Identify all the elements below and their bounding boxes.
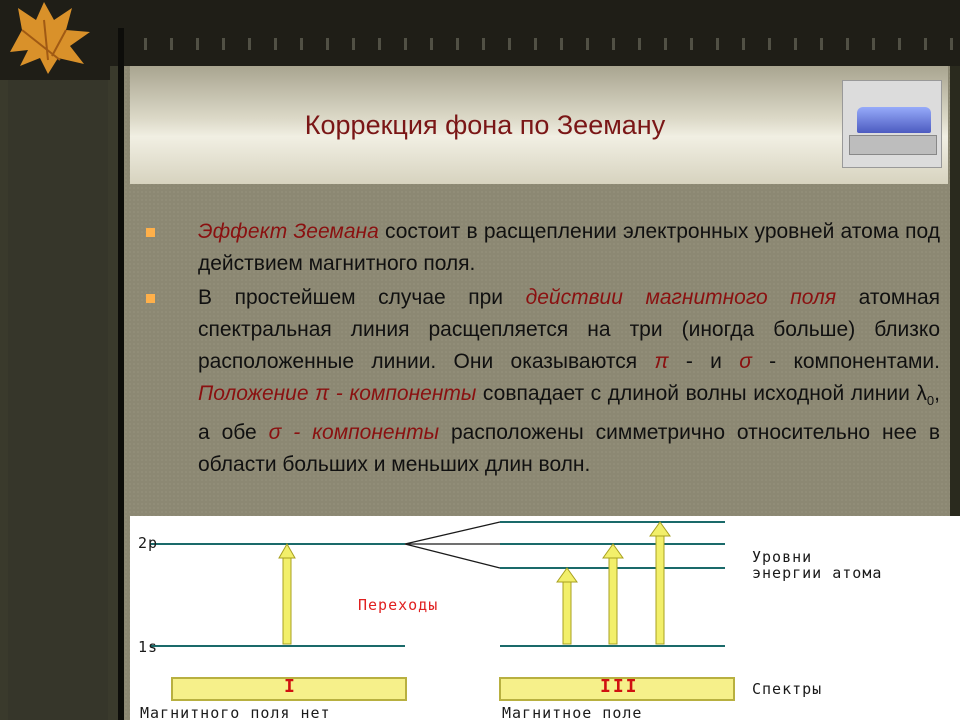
text-run: σ - компоненты: [268, 421, 440, 445]
diagram-graphics: [130, 516, 960, 720]
bullet-paragraph: [140, 216, 940, 280]
text-run: В простейшем случае при: [198, 286, 526, 309]
spectrum-lines-field: III: [600, 676, 639, 697]
slide-body: [140, 216, 940, 483]
autumn-leaf-icon: [0, 0, 110, 80]
energy-levels-label-line2: энергии атома: [752, 564, 883, 582]
text-run: - и: [668, 350, 740, 373]
burner-picture: [842, 80, 942, 168]
text-run: σ: [739, 350, 752, 373]
text-run: атомная спектральная линия расщепляется на три (иногда больше) близко расположенные линии. Они оказываются: [198, 286, 940, 373]
slide-title: Коррекция фона по Зееману: [304, 110, 666, 140]
level-2p-label: 2p: [138, 534, 159, 552]
text-run: действии магнитного поля: [525, 286, 837, 309]
spectra-label: Спектры: [752, 680, 823, 698]
top-band: [0, 0, 960, 66]
text-run: , а обе: [198, 382, 940, 445]
bullet-paragraph: [140, 282, 940, 481]
zeeman-diagram: [130, 516, 960, 720]
energy-levels-label-line1: Уровни: [752, 548, 813, 566]
text-run: состоит в расщеплении электронных уровней атома под действием магнитного поля.: [198, 220, 940, 275]
level-1s-label: 1s: [138, 638, 159, 656]
bullet-square-icon: [146, 294, 155, 303]
burner-base: [849, 135, 937, 155]
transition-arrow-sigma-high: [650, 522, 670, 644]
caption-no-field: Магнитного поля нет: [140, 704, 331, 720]
text-run: 0: [926, 393, 935, 409]
text-run: совпадает с длиной волны исходной линии λ: [476, 382, 927, 405]
text-run: Эффект Зеемана: [198, 220, 379, 243]
flame-shape: [857, 107, 931, 133]
transition-arrow-no-field: [279, 544, 295, 644]
left-column-panel: [8, 66, 108, 720]
split-line-upper: [405, 522, 500, 544]
transition-arrow-pi: [603, 544, 623, 644]
text-run: расположены симметрично относительно нее в области больших и меньших длин волн.: [198, 421, 941, 477]
text-run: - компонентами.: [751, 350, 940, 373]
decorative-dashes: [118, 38, 960, 50]
text-run: π: [654, 350, 669, 373]
transition-arrow-sigma-low: [557, 568, 577, 644]
text-run: Положение π - компоненты: [198, 382, 477, 405]
bullet-square-icon: [146, 228, 155, 237]
spectrum-line-no-field: I: [284, 676, 296, 697]
split-line-lower: [405, 544, 500, 568]
caption-field: Магнитное поле: [502, 704, 643, 720]
transitions-label: Переходы: [358, 596, 439, 614]
